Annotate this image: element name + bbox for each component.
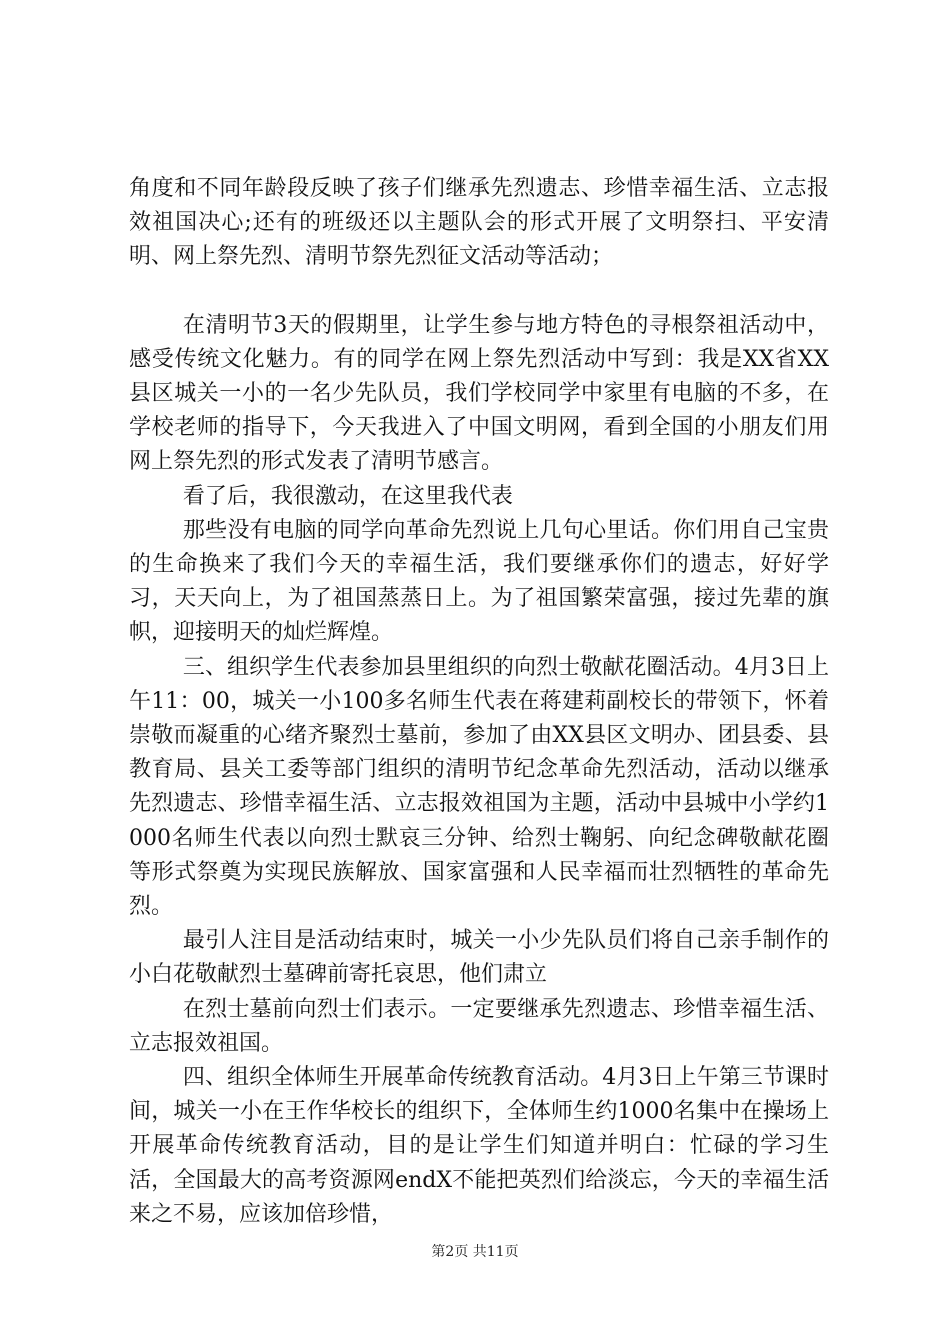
paragraph-1: 角度和不同年龄段反映了孩子们继承先烈遗志、珍惜幸福生活、立志报效祖国决心;还有的班级还以主题队会的形式开展了文明祭扫、平安清明、网上祭先烈、清明节祭先烈征文活动等活动； <box>129 176 829 270</box>
paragraph-3: 看了后，我很激动，在这里我代表 <box>182 483 513 509</box>
page-number-label: 第2页 共11页 <box>431 1244 519 1260</box>
paragraph-6: 最引人注目是活动结束时，城关一小少先队员们将自己亲手制作的小白花敬献烈士墓碑前寄托哀思，他们肃立 <box>129 928 829 988</box>
paragraph-2: 在清明节3天的假期里，让学生参与地方特色的寻根祭祖活动中，感受传统文化魅力。有的同学在网上祭先烈活动中写到：我是XX省XX县区城关一小的一名少先队员，我们学校同学中家里有电脑的不多，在学校老师的指导下，今天我进入了中国文明网，看到全国的小朋友们用网上祭先烈的形式发表了清明节感言。 <box>129 312 829 475</box>
paragraph-gap <box>129 275 829 309</box>
paragraph-4: 那些没有电脑的同学向革命先烈说上几句心里话。你们用自己宝贵的生命换来了我们今天的幸福生活，我们要继承你们的遗志，好好学习，天天向上，为了祖国蒸蒸日上。为了祖国繁荣富强，接过先辈的旗帜，迎接明天的灿烂辉煌。 <box>129 517 829 646</box>
paragraph-5: 三、组织学生代表参加县里组织的向烈士敬献花圈活动。4月3日上午11：00，城关一小100多名师生代表在蒋建莉副校长的带领下，怀着崇敬而凝重的心绪齐聚烈士墓前，参加了由XX县区文明办、团县委、县教育局、县关工委等部门组织的清明节纪念革命先烈活动，活动以继承先烈遗志、珍惜幸福生活、立志报效祖国为主题，活动中县城中小学约1000名师生代表以向烈士默哀三分钟、给烈士鞠躬、向纪念碑敬献花圈等形式祭奠为实现民族解放、国家富强和人民幸福而壮烈牺牲的革命先烈。 <box>129 654 829 920</box>
page-footer <box>0 1242 950 1262</box>
paragraph-8: 四、组织全体师生开展革命传统教育活动。4月3日上午第三节课时间，城关一小在王作华校长的组织下，全体师生约1000名集中在操场上开展革命传统教育活动，目的是让学生们知道并明白：忙碌的学习生活，全国最大的高考资源网endX不能把英烈们给淡忘，今天的幸福生活来之不易，应该加倍珍惜， <box>129 1065 829 1227</box>
document-body <box>129 172 829 1232</box>
paragraph-7: 在烈士墓前向烈士们表示。一定要继承先烈遗志、珍惜幸福生活、立志报效祖国。 <box>129 996 829 1056</box>
